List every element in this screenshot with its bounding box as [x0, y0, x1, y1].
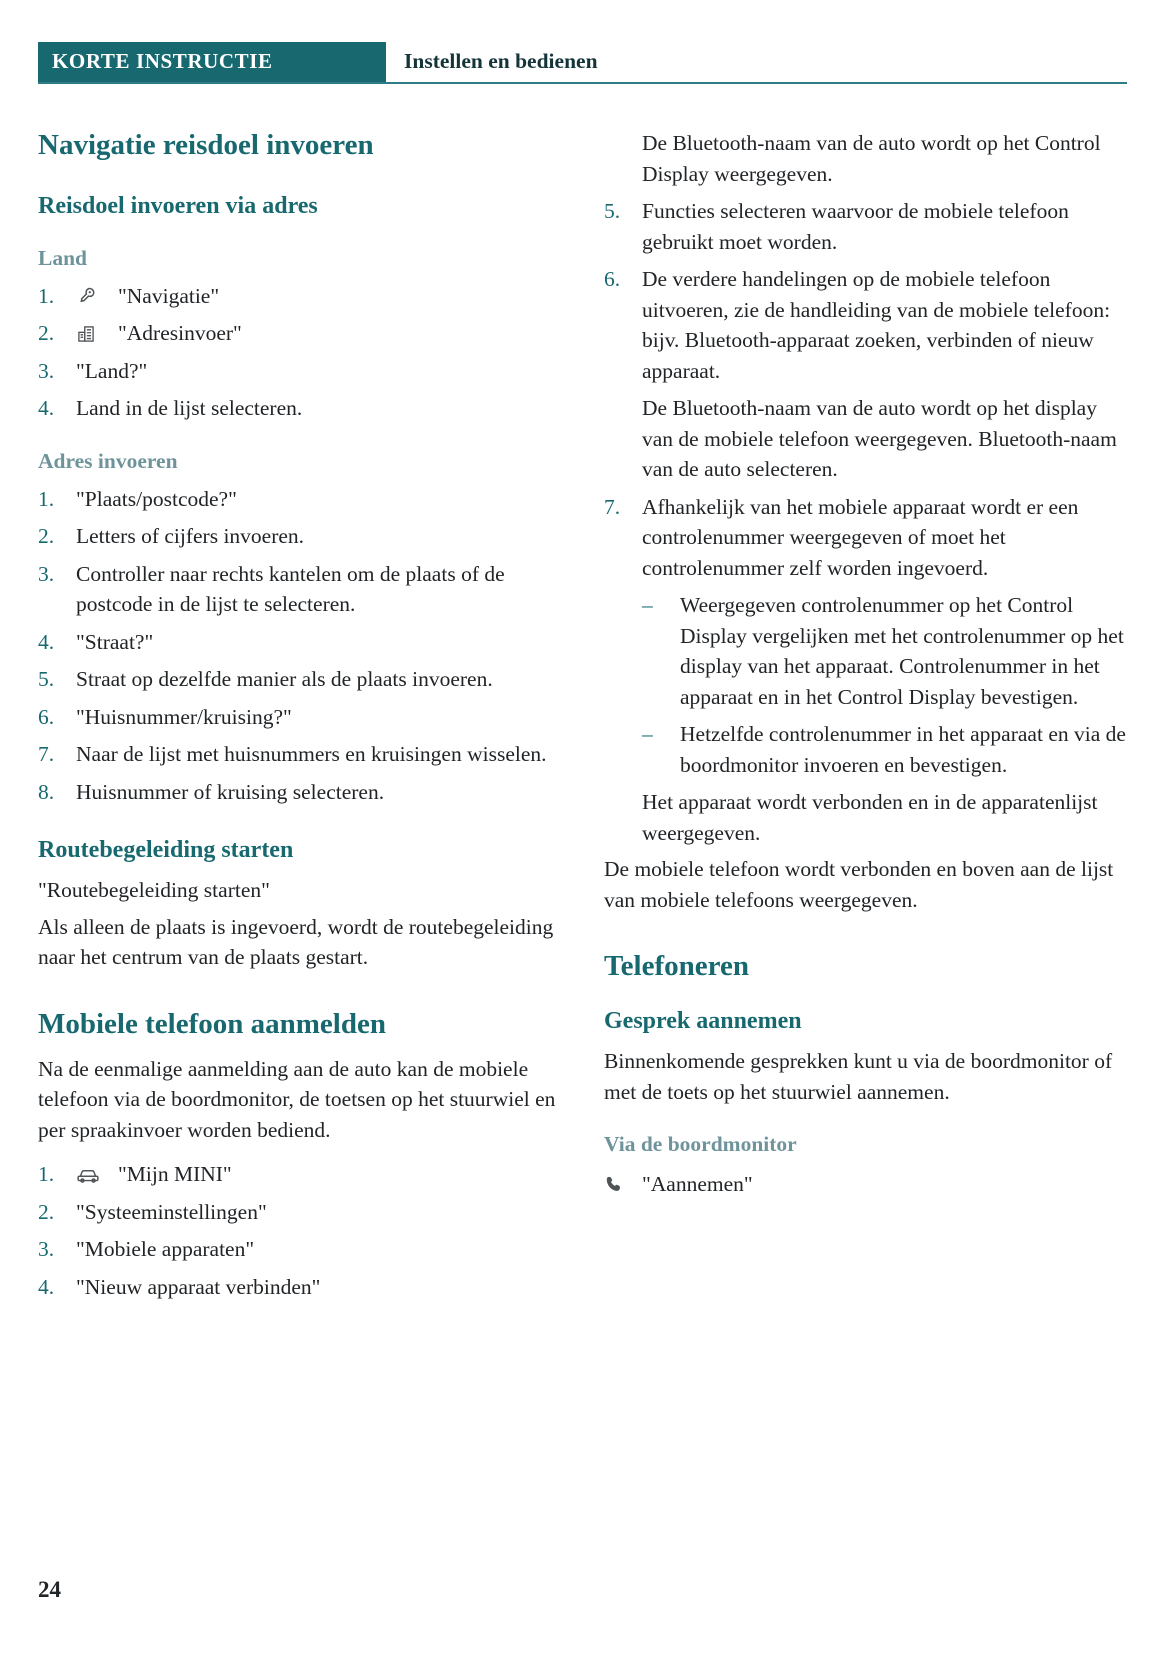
- list-item: [38, 484, 560, 515]
- list-item: [38, 559, 560, 620]
- list-item: [38, 664, 560, 695]
- heading-answer-call: Gesprek aannemen: [604, 1008, 802, 1035]
- bluetooth-display-paragraph: De Bluetooth-naam van de auto wordt op het display van de mobiele telefoon weergegeven. Bluetooth-naam van de auto selecteren.: [642, 396, 1117, 482]
- step-text: Huisnummer of kruising selecteren.: [76, 779, 385, 804]
- phone-intro-paragraph: Na de eenmalige aanmelding aan de auto kan de mobiele telefoon via de boordmonitor, de toetsen op het stuurwiel en per spraakinvoer worden bediend.: [38, 1056, 556, 1142]
- heading-telephoning: Telefoneren: [604, 950, 749, 983]
- phone-steps-list: [38, 1159, 560, 1302]
- left-column: [38, 128, 560, 1309]
- step-number: 6.: [38, 704, 55, 729]
- dash-text: Hetzelfde controlenummer in het apparaat en via de boordmonitor invoeren en bevestigen.: [680, 722, 1126, 777]
- list-item: [38, 777, 560, 808]
- answer-call-paragraph: Binnenkomende gesprekken kunt u via de boordmonitor of met de toets op het stuurwiel aannemen.: [604, 1049, 1113, 1104]
- heading-destination-via-address: Reisdoel invoeren via adres: [38, 192, 318, 219]
- car-icon: [76, 1159, 118, 1190]
- list-item: [38, 627, 560, 658]
- dash-bullet: –: [642, 593, 653, 618]
- step-text: Afhankelijk van het mobiele apparaat wordt er een controlenummer weergegeven of moet het controlenummer zelf worden ingevoerd.: [642, 494, 1079, 580]
- phone-connected-paragraph: De mobiele telefoon wordt verbonden en boven aan de lijst van mobiele telefoons weergegeven.: [604, 857, 1114, 912]
- step-number: 1.: [38, 486, 55, 511]
- subheading-address-entry: Adres invoeren: [38, 448, 178, 473]
- list-item: [604, 492, 1126, 584]
- section-badge: KORTE INSTRUCTIE: [38, 42, 386, 82]
- list-item: [38, 521, 560, 552]
- step-text: "Mijn MINI": [118, 1162, 232, 1187]
- handset-icon: [604, 1169, 642, 1200]
- dash-list-item: [642, 590, 1126, 712]
- step-number: 3.: [38, 358, 55, 383]
- address-steps-list: [38, 484, 560, 808]
- step-text: "Systeeminstellingen": [76, 1199, 267, 1224]
- list-item: [38, 702, 560, 733]
- list-item: [604, 196, 1126, 257]
- step-text: Letters of cijfers invoeren.: [76, 524, 305, 549]
- heading-register-mobile-phone: Mobiele telefoon aanmelden: [38, 1007, 386, 1040]
- step-text: Land in de lijst selecteren.: [76, 396, 303, 421]
- dash-bullet: –: [642, 722, 653, 747]
- heading-start-route-guidance: Routebegeleiding starten: [38, 837, 294, 864]
- list-item: [38, 1234, 560, 1265]
- two-column-layout: [38, 128, 1127, 1309]
- route-guidance-quote: "Routebegeleiding starten": [38, 878, 270, 903]
- step-number: 2.: [38, 321, 55, 346]
- step-text: Naar de lijst met huisnummers en kruisingen wisselen.: [76, 742, 547, 767]
- route-guidance-paragraph: Als alleen de plaats is ingevoerd, wordt de routebegeleiding naar het centrum van de plaats gestart.: [38, 914, 554, 970]
- list-item: [38, 739, 560, 770]
- step-number: 2.: [38, 524, 55, 549]
- step-number: 1.: [38, 1162, 55, 1187]
- step-number: 7.: [604, 494, 621, 519]
- answer-item: [604, 1169, 1126, 1200]
- answer-label: "Aannemen": [642, 1172, 753, 1197]
- step-text: "Navigatie": [118, 283, 220, 308]
- step-number: 2.: [38, 1199, 55, 1224]
- dash-text: Weergegeven controlenummer op het Control Display vergelijken met het controlenummer op het display van het apparaat. Controlenummer in het apparaat en in het Control Display bevestigen.: [680, 593, 1124, 709]
- step-number: 3.: [38, 561, 55, 586]
- subheading-via-onboard-monitor: Via de boordmonitor: [604, 1132, 797, 1157]
- step-text: Controller naar rechts kantelen om de plaats of de postcode in de lijst te selecteren.: [76, 561, 505, 617]
- list-item: [38, 1197, 560, 1228]
- list-item: [38, 318, 560, 349]
- step-text: "Huisnummer/kruising?": [76, 704, 292, 729]
- right-column: [604, 128, 1126, 1309]
- step-number: 6.: [604, 267, 621, 292]
- step-number: 8.: [38, 779, 55, 804]
- step-text: "Adresinvoer": [118, 321, 242, 346]
- subheading-country: Land: [38, 245, 88, 270]
- bluetooth-name-paragraph: De Bluetooth-naam van de auto wordt op het Control Display weergegeven.: [642, 131, 1101, 186]
- chapter-title: Instellen en bedienen: [404, 49, 598, 73]
- step-text: "Straat?": [76, 629, 154, 654]
- heading-navigation-destination: Navigatie reisdoel invoeren: [38, 129, 374, 161]
- step-number: 3.: [38, 1237, 55, 1262]
- list-item: [38, 1159, 560, 1190]
- list-item: [38, 356, 560, 387]
- step-number: 4.: [38, 629, 55, 654]
- step-text: "Land?": [76, 358, 148, 383]
- step-text: Straat op dezelfde manier als de plaats invoeren.: [76, 667, 493, 692]
- list-item: [38, 393, 560, 424]
- step-number: 4.: [38, 396, 55, 421]
- country-steps-list: [38, 281, 560, 424]
- step-number: 5.: [38, 667, 55, 692]
- step-text: De verdere handelingen op de mobiele telefoon uitvoeren, zie de handleiding van de mobiele telefoon: bijv. Bluetooth-apparaat zoeken, verbinden of nieuw apparaat.: [642, 267, 1111, 383]
- step-text: Functies selecteren waarvoor de mobiele telefoon gebruikt moet worden.: [642, 199, 1069, 254]
- step-number: 4.: [38, 1274, 55, 1299]
- step-number: 7.: [38, 742, 55, 767]
- list-item: [38, 1272, 560, 1303]
- address-entry-icon: [76, 318, 118, 349]
- page-header: [38, 42, 1127, 84]
- device-connected-paragraph: Het apparaat wordt verbonden en in de apparatenlijst weergegeven.: [642, 790, 1098, 845]
- navigation-icon: [76, 281, 118, 312]
- step-text: "Plaats/postcode?": [76, 486, 237, 511]
- list-item: [38, 281, 560, 312]
- step-number: 5.: [604, 199, 621, 224]
- dash-list-item: [642, 719, 1126, 780]
- step-text: "Mobiele apparaten": [76, 1237, 255, 1262]
- step-number: 1.: [38, 283, 55, 308]
- page-number: 24: [38, 1577, 61, 1602]
- step-text: "Nieuw apparaat verbinden": [76, 1274, 321, 1299]
- list-item: [604, 264, 1126, 386]
